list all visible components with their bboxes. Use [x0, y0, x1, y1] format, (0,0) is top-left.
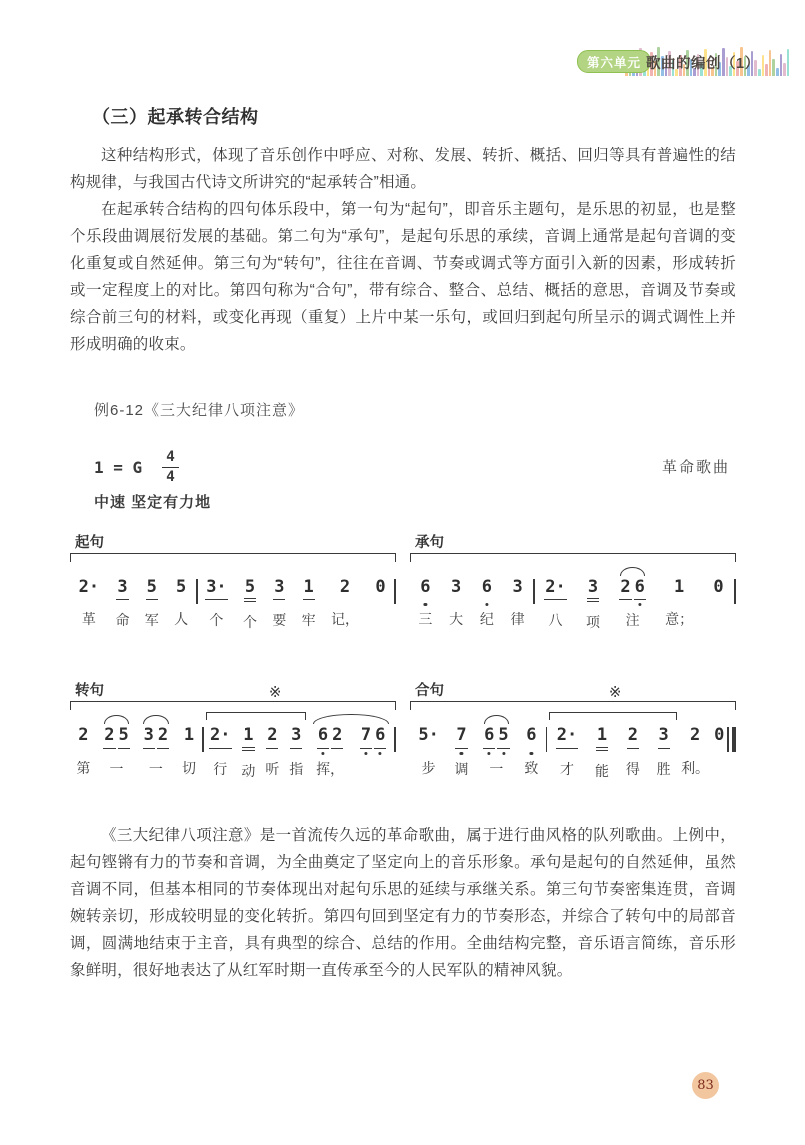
note-group	[207, 726, 233, 781]
note-digit: 2	[619, 578, 631, 601]
key-tonic: 1 = G	[94, 457, 143, 477]
jianpu-score	[70, 532, 736, 781]
note-digits	[77, 726, 89, 748]
measure	[198, 578, 395, 633]
note-group	[416, 578, 434, 630]
lyric: 大	[449, 611, 464, 628]
note-group	[655, 726, 673, 781]
note-group	[447, 578, 465, 630]
note-digits	[205, 578, 227, 601]
meter-numerator: 4	[162, 450, 179, 468]
note-group	[314, 726, 346, 779]
note-digits	[209, 726, 231, 749]
lyric: 致	[524, 759, 539, 776]
lyric: 行	[213, 760, 228, 777]
note-digit: 2·	[556, 726, 578, 749]
page-content	[70, 103, 736, 985]
note-digits	[266, 726, 278, 749]
score-system	[70, 532, 736, 633]
measure	[410, 578, 533, 630]
note-digit: 0	[713, 576, 724, 597]
note-digit: 2	[339, 576, 351, 597]
lyric: 利。	[681, 759, 710, 776]
note-digit: 2	[689, 725, 701, 746]
note-group	[415, 726, 441, 778]
phrase-label: 合句	[415, 683, 444, 700]
phrase-block	[410, 532, 736, 633]
note-digits	[511, 578, 523, 600]
note-group	[76, 578, 102, 630]
note-group	[522, 726, 540, 778]
lyric: 动	[241, 762, 256, 779]
note-digits	[339, 578, 351, 600]
note-group	[300, 578, 318, 631]
slur-arc	[143, 715, 169, 724]
note-group	[478, 578, 496, 630]
note-digit: 2·	[544, 578, 566, 601]
note-digit: 1	[242, 726, 254, 751]
note-group	[113, 578, 131, 631]
phrase-head	[410, 532, 736, 553]
lyric: 得	[625, 760, 640, 777]
slur-arc	[620, 567, 646, 576]
measure	[535, 578, 735, 633]
note-group	[542, 578, 568, 631]
final-barline	[727, 727, 736, 752]
phrase-block	[410, 680, 736, 781]
note-digit: 5	[118, 726, 130, 749]
note-digits	[303, 578, 315, 601]
page-header	[0, 46, 805, 78]
barline	[734, 579, 736, 604]
measure	[410, 726, 546, 779]
paragraph-intro: 这种结构形式，体现了音乐创作中呼应、对称、发展、转折、概括、回归等具有普遍性的结构规律，与我国古代诗文所讲究的“起承转合”相通。	[70, 147, 736, 191]
note-digits	[455, 726, 467, 749]
note-digits	[273, 578, 285, 601]
note-digits	[673, 578, 685, 600]
phrase-head	[70, 532, 396, 553]
lyric: 听	[265, 760, 280, 777]
note-group	[711, 726, 727, 776]
lyric: 律	[510, 611, 525, 628]
time-signature	[162, 450, 179, 485]
note-digit: 6	[483, 726, 495, 749]
note-digits	[712, 578, 724, 600]
note-digit: 0	[375, 576, 386, 597]
note-group	[180, 726, 198, 778]
note-digits	[556, 726, 578, 749]
note-digits	[450, 578, 462, 600]
note-digit: 3	[512, 576, 523, 597]
note-digits	[619, 578, 646, 601]
notes-row	[410, 710, 736, 781]
note-digit: 5	[146, 578, 158, 601]
note-digits	[713, 726, 725, 748]
lyric: 第	[76, 759, 91, 776]
note-digits	[360, 726, 387, 749]
note-group	[74, 726, 92, 778]
note-digits	[689, 726, 701, 748]
note-digit: 1	[303, 578, 315, 601]
note-group	[287, 726, 305, 781]
note-digit: 7	[455, 726, 467, 749]
note-digits	[290, 726, 302, 749]
section-heading: （三）起承转合结构	[92, 107, 259, 127]
note-digit: 5	[497, 726, 509, 749]
note-digit: 3	[450, 576, 462, 597]
lyric: 一	[109, 760, 124, 777]
phrase-marker: ※	[608, 684, 622, 702]
lyric: 调	[454, 760, 469, 777]
phrase-head	[410, 680, 736, 701]
lyric: 指	[289, 760, 304, 777]
lyric: 命	[115, 612, 130, 629]
page-number: 83	[697, 1078, 714, 1093]
note-digit: 2·	[78, 576, 100, 597]
paragraph-structure: 在起承转合结构的四句体乐段中，第一句为“起句”，即音乐主题句，是乐思的初显，也是整个乐段曲调展衍发展的基础。第二句为“承句”，是起句乐思的承续，音调上通常是起句音调的变化重复或自然延伸。第三句为“转句”，往往在音调、节奏或调式等方面引入新的因素，形成转折或一定程度上的对比。第四句称为“合句”，带有综合、整合、总结、概括的意思，音调及节奏或综合前三句的材料，或变化再现（重复）上片中某一乐句，或回归到起句所呈示的调式调性上并形成明确的收束。	[70, 200, 736, 353]
phrase-marker: ※	[268, 684, 282, 702]
note-digit: 3	[143, 726, 155, 749]
note-group	[241, 578, 259, 633]
note-group	[372, 578, 388, 628]
lyric: 三	[418, 611, 433, 628]
note-digit: 6	[419, 578, 431, 600]
phrase-label: 转句	[75, 683, 104, 700]
notes-row	[410, 562, 736, 633]
unit-badge: 第六单元	[577, 50, 651, 73]
note-digit: 2	[266, 726, 278, 749]
phrase-label: 起句	[75, 534, 104, 551]
phrase-bracket	[70, 553, 396, 562]
lyric: 切	[181, 759, 196, 776]
note-digits	[596, 726, 608, 751]
note-digit: 6	[481, 578, 493, 600]
notes-row	[70, 710, 396, 781]
note-digits	[78, 578, 100, 600]
lyric: 项	[586, 614, 601, 631]
notes-row	[70, 562, 396, 633]
note-digit: 7	[360, 726, 372, 749]
note-digit: 2	[78, 725, 89, 746]
lyric: 挥，	[316, 760, 345, 777]
chapter-title: 歌曲的编创（1）	[646, 56, 760, 72]
phrase-bracket	[410, 701, 736, 710]
note-group	[663, 578, 695, 630]
slur-arc	[104, 715, 130, 724]
note-digit: 2	[627, 726, 639, 749]
note-digits	[658, 726, 670, 749]
note-digit: 2	[103, 726, 115, 749]
note-digits	[146, 578, 158, 601]
note-digit: 0	[714, 725, 725, 746]
note-group	[554, 726, 580, 781]
note-digits	[317, 726, 344, 749]
phrase-head	[70, 680, 396, 701]
note-digit: 1	[596, 726, 608, 751]
note-digits	[627, 726, 639, 749]
note-digit: 3	[290, 726, 302, 749]
tempo-marking: 中速 坚定有力地	[94, 493, 212, 511]
note-digit: 6	[634, 578, 646, 601]
note-group	[679, 726, 711, 778]
note-group	[263, 726, 281, 781]
note-digit: 1	[183, 725, 195, 746]
note-group	[172, 578, 190, 630]
note-group	[593, 726, 611, 781]
note-group	[624, 726, 642, 781]
note-digits	[143, 726, 170, 749]
barline	[394, 727, 396, 752]
note-digits	[525, 726, 537, 748]
note-group	[481, 726, 512, 779]
slur-span	[308, 726, 394, 779]
note-digit: 6	[317, 726, 329, 749]
note-group	[143, 578, 161, 631]
genre-label: 革命歌曲	[661, 458, 730, 476]
note-digits	[419, 578, 431, 600]
note-digits	[242, 726, 254, 751]
note-group	[710, 578, 726, 628]
note-group	[329, 578, 361, 630]
lyric: 能	[595, 762, 610, 779]
lyric: 胜	[656, 760, 671, 777]
note-group	[270, 578, 288, 631]
phrase-bracket	[70, 701, 396, 710]
note-digits	[374, 578, 386, 600]
measure	[70, 578, 196, 631]
lyric: 步	[421, 759, 436, 776]
lyric: 注	[625, 612, 640, 629]
note-group	[239, 726, 257, 781]
key-signature	[94, 450, 179, 485]
note-digit: 3	[273, 578, 285, 601]
note-group	[203, 578, 229, 631]
lyric: 记，	[330, 611, 359, 628]
note-digits	[587, 578, 599, 603]
key-signature-row	[94, 450, 730, 485]
lyric: 军	[144, 612, 159, 629]
note-digit: 6	[525, 726, 537, 748]
note-digit: 3	[116, 578, 128, 601]
note-digit: 3·	[205, 578, 227, 601]
measure	[70, 726, 202, 779]
note-digits	[175, 578, 187, 600]
note-group	[452, 726, 470, 779]
note-group	[101, 726, 132, 779]
measure	[204, 726, 394, 781]
lyric: 个	[243, 614, 257, 631]
note-group	[584, 578, 602, 633]
lyric: 革	[81, 611, 96, 628]
beam-bracket	[204, 726, 308, 781]
note-digit: 2	[331, 726, 343, 749]
note-digits	[244, 578, 256, 603]
note-digit: 1	[673, 576, 685, 597]
lyric: 才	[559, 760, 574, 777]
lyric: 个	[209, 612, 224, 629]
lyric: 要	[272, 612, 287, 629]
note-digit: 3	[587, 578, 599, 603]
note-group	[509, 578, 527, 630]
paragraph-analysis: 《三大纪律八项注意》是一首流传久远的革命歌曲，属于进行曲风格的队列歌曲。上例中，起句铿锵有力的节奏和音调，为全曲奠定了坚定向上的音乐形象。承句是起句的自然延伸，虽然音调不同，但基本相同的节奏体现出对起句乐思的延续与承继关系。第三句节奏密集连贯，音调婉转亲切，形成较明显的变化转折。第四句回到坚定有力的节奏形态，并综合了转句中的局部音调，圆满地结束于主音，具有典型的综合、总结的作用。全曲结构完整，音乐语言简练，音乐形象鲜明，很好地表达了从红军时期一直传承至今的人民军队的精神风貌。	[70, 826, 736, 979]
phrase-block	[70, 532, 396, 633]
note-digits	[183, 726, 195, 748]
lyric: 纪	[479, 611, 494, 628]
example-caption: 例6-12《三大纪律八项注意》	[94, 401, 305, 419]
lyric: 一	[489, 760, 504, 777]
lyric: 人	[174, 611, 189, 628]
note-digits	[116, 578, 128, 601]
phrase-block	[70, 680, 396, 781]
note-digits	[544, 578, 566, 601]
note-group	[617, 578, 648, 631]
beam-bracket	[547, 726, 679, 781]
note-digits	[481, 578, 493, 600]
note-digit: 2	[157, 726, 169, 749]
note-digit: 6	[374, 726, 386, 749]
note-digits	[103, 726, 130, 749]
note-digit: 3	[658, 726, 670, 749]
phrase-bracket	[410, 553, 736, 562]
note-digits	[483, 726, 510, 749]
lyric: 一	[148, 760, 163, 777]
note-digit: 5·	[418, 725, 439, 746]
note-group	[141, 726, 172, 779]
note-digit: 2·	[209, 726, 231, 749]
barline	[394, 579, 396, 604]
page-number-badge	[692, 1072, 719, 1099]
note-digits	[417, 726, 439, 748]
lyric: 八	[548, 612, 563, 629]
measure	[547, 726, 727, 781]
phrase-label: 承句	[415, 534, 444, 551]
note-digit: 5	[244, 578, 256, 603]
note-digit: 5	[176, 576, 187, 597]
slur-arc	[484, 715, 510, 724]
meter-denominator: 4	[166, 469, 175, 486]
lyric: 牢	[301, 612, 316, 629]
note-group	[358, 726, 389, 779]
lyric: 意；	[665, 611, 694, 628]
score-system	[70, 680, 736, 781]
